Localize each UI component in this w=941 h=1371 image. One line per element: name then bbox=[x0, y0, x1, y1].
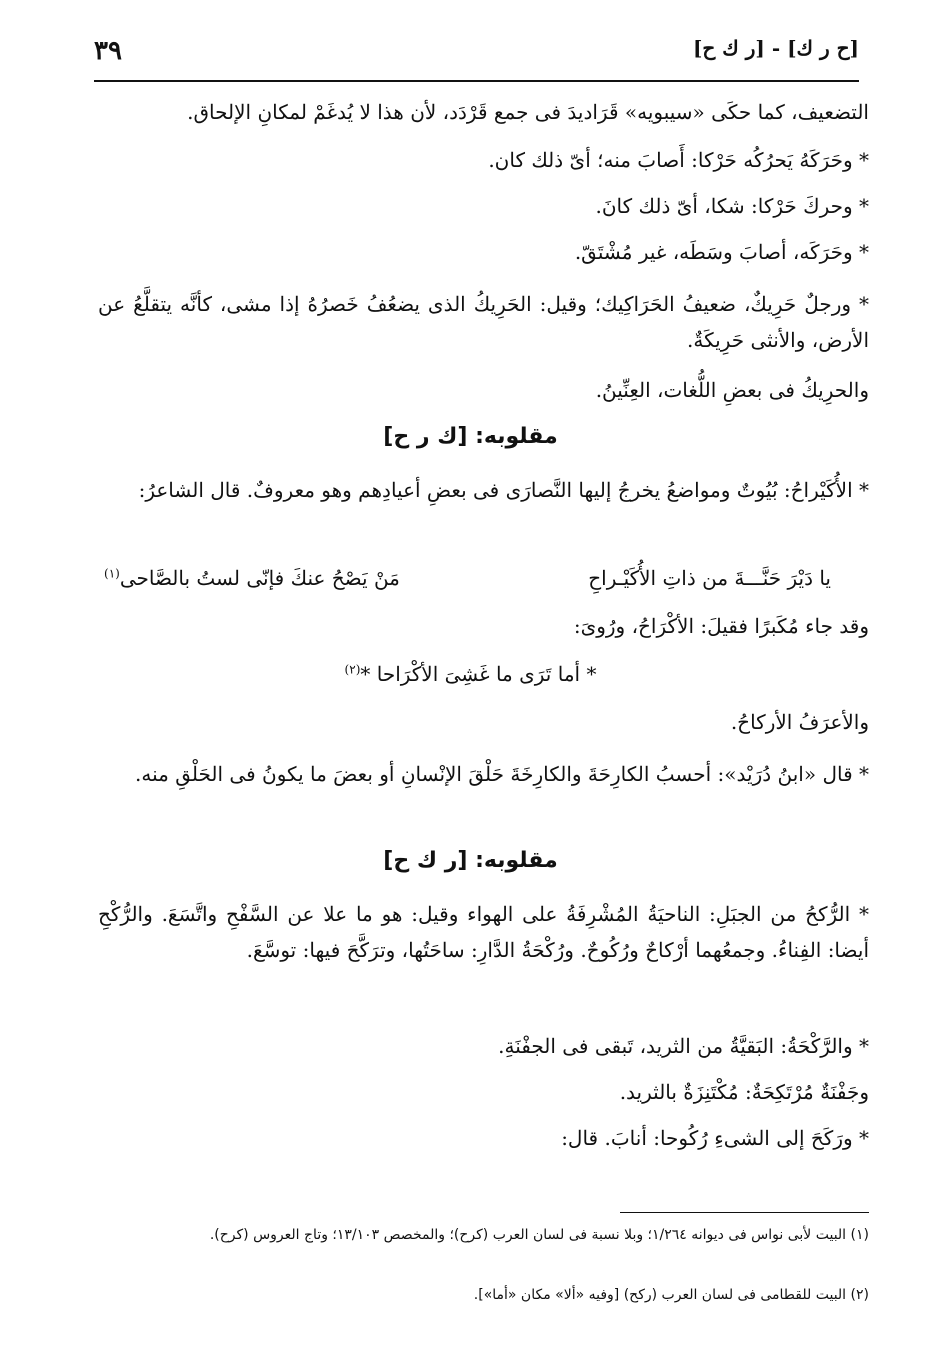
entry-arkah: والأعرَفُ الأركاحُ. bbox=[730, 710, 869, 734]
verse2 bbox=[0, 662, 941, 686]
verse1-first-hemistich: يا دَيْرَ حَنَّـــةَ من ذاتِ الأُكَيْـراحِ bbox=[588, 566, 831, 590]
entry-rakhah: * والرَّكْحَةُ: البَقيَّةُ من الثريد، تَبقى فى الجفْنَةِ. bbox=[498, 1034, 869, 1058]
verse1-second-hemistich-text: مَنْ يَصْحُ عنكَ فإنّى لستُ بالصَّاحى bbox=[119, 566, 400, 590]
header-divider bbox=[94, 80, 859, 82]
page-number: ٣٩ bbox=[94, 36, 122, 66]
entry-ibn-durayd: * قال «ابنُ دُرَيْد»: أحسبُ الكارِحَةَ والكارِخَةَ حَلْقَ الإنْسانِ أو بعضَ ما يكونُ فى الحَلْقِ منه. bbox=[135, 762, 869, 786]
footnote-divider bbox=[620, 1212, 869, 1213]
verse1-second-hemistich bbox=[104, 566, 400, 590]
entry-harik-lughat: والحرِيكُ فى بعضِ اللُّغات، العِنِّينُ. bbox=[595, 378, 869, 402]
verse2-text: * أما تَرَى ما غَشِىَ الأكْرَاحا * bbox=[360, 662, 597, 686]
section-heading-rkh: مقلوبه: [ر ك ح] bbox=[383, 848, 558, 873]
entry-haraka: * وحركَ حَرْكا: شكا، أىّ ذلك كانَ. bbox=[595, 194, 869, 218]
running-header-title: [ح ر ك] - [ر ك ح] bbox=[692, 36, 859, 60]
entry-akrah: وقد جاء مُكَبرًا فقيلَ: الأكْرَاحُ، ورُوىَ: bbox=[573, 614, 869, 638]
paragraph-continuation: التضعيف، كما حكَى «سيبويه» قَرَاديدَ فى جمع قَرْدَد، لأن هذا لا يُدغَمْ لمكانِ الإلحاق. bbox=[187, 100, 869, 124]
footnote-marker-1: (١) bbox=[104, 566, 120, 581]
footnote-2: (٢) البيت للقطامى فى لسان العرب (ركح) [وفيه «ألا» مكان «أما»]. bbox=[473, 1287, 869, 1303]
entry-rakaha: * ورَكَحَ إلى الشىءِ رُكُوحا: أنابَ. قال: bbox=[561, 1126, 869, 1150]
entry-ukayrah: * الأُكَيْراحُ: بُيُوتٌ ومواضعُ يخرجُ إليها النَّصارَى فى بعضِ أعيادِهم وهو معروفٌ. قال الشاعرُ: bbox=[138, 478, 869, 502]
entry-harakahu-wasat: * وحَرَكَه، أصابَ وسَطَه، غير مُشْتَقّ. bbox=[574, 240, 869, 264]
footnote-marker-2: (٢) bbox=[344, 662, 361, 677]
entry-rukh: * الرُّكحُ من الجبَلِ: الناحيَةُ المُشْرِفَةُ على الهواء وقيل: هو ما علا عن السَّفْحِ واتَّسَعَ. والرُّكْحِ أيضا: الفِناءُ. وجمعُهما أرْكاحٌ ورُكُوحٌ. ورُكْحَةُ الدَّارِ: ساحَتُها، وترَكَّحَ فيها: توسَّعَ. bbox=[98, 902, 869, 962]
section-heading-krh: مقلوبه: [ك ر ح] bbox=[383, 424, 558, 449]
footnote-1: (١) البيت لأبى نواس فى ديوانه ١/٢٦٤؛ وبلا نسبة فى لسان العرب (كرح)؛ والمخصص ١٣/١٠٣؛ وتاج العروس (كرح). bbox=[209, 1227, 869, 1243]
entry-harakahu: * وحَرَكَهُ يَحرُكُه حَرْكا: أَصابَ منه؛ أىّ ذلك كان. bbox=[488, 148, 869, 172]
entry-harik: * ورجلٌ حَرِيكٌ، ضعيفُ الحَرَاكِيك؛ وقيل: الحَرِيكُ الذى يضعُفُ خَصرُهُ إذا مشى، كأنَّه يتقلَّعُ عن الأرض، والأنثى حَرِيكَةٌ. bbox=[98, 292, 869, 352]
entry-jafnah: وجَفْنَةٌ مُرْتَكِحَةٌ: مُكْتَنِزَةٌ بالثريد. bbox=[619, 1080, 869, 1104]
